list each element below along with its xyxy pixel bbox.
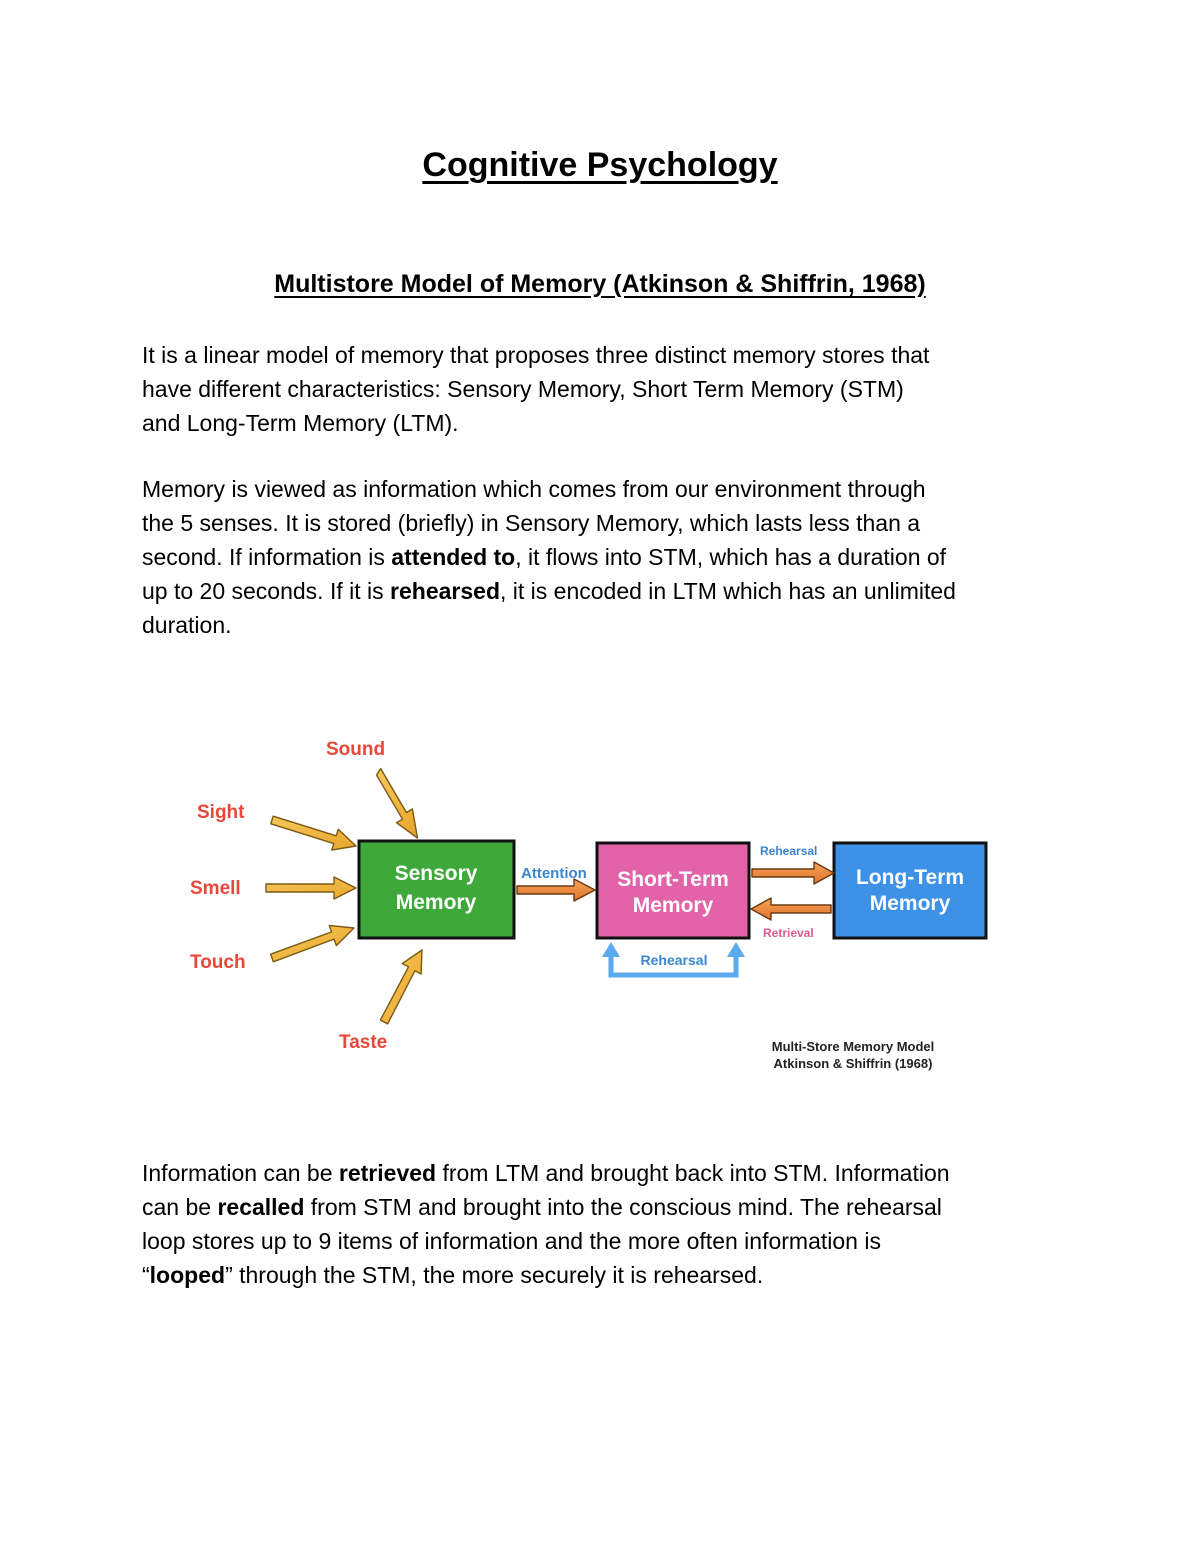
ret-open-quote: “ [142,1262,150,1288]
sound-arrow [377,769,418,839]
ret-text-5: loop stores up to 9 items of information and the more often information is [142,1228,881,1254]
attention-arrow [517,879,595,901]
desc-bold-rehearsed: rehearsed [390,578,500,604]
sense-sight-label: Sight [197,802,245,823]
ret-bold-recalled: recalled [217,1194,305,1220]
rehearsal-loop-head-left [602,942,620,957]
rehearsal-loop-head-right [727,942,745,957]
sense-smell-label: Smell [190,878,241,899]
ret-text-2: from LTM and brought back into STM. Information [436,1160,950,1186]
retrieval-paragraph [142,1156,1052,1292]
sense-sound-label: Sound [326,739,386,760]
ret-bold-looped: looped [149,1262,226,1288]
sensory-box-line-2: Memory [395,891,477,914]
section-heading: Multistore Model of Memory (Atkinson & Shiffrin, 1968) [274,270,926,298]
rehearsal-top-label: Rehearsal [760,844,818,858]
intro-line-1: It is a linear model of memory that proposes three distinct memory stores that [142,342,930,368]
touch-arrow [271,925,354,961]
sensory-memory-box [359,841,514,938]
ltm-box-line-1: Long-Term [855,866,965,889]
ret-text-1: Information can be [142,1160,339,1186]
desc-bold-attended: attended to [391,544,516,570]
diagram-caption-line-1: Multi-Store Memory Model [771,1039,935,1054]
ret-text-7: ” through the STM, the more securely it is rehearsed. [225,1262,764,1288]
sense-touch-label: Touch [190,952,246,973]
intro-line-3: and Long-Term Memory (LTM). [142,410,459,436]
desc-text-7: duration. [142,612,232,638]
diagram-caption-line-2: Atkinson & Shiffrin (1968) [773,1056,933,1071]
ret-text-3: can be [142,1194,218,1220]
ret-text-4: from STM and brought into the conscious mind. The rehearsal [304,1194,942,1220]
stm-box-line-2: Memory [632,894,714,917]
intro-line-2: have different characteristics: Sensory Memory, Short Term Memory (STM) [142,376,904,402]
desc-text-3: second. If information is [142,544,392,570]
retrieval-arrow [751,898,831,920]
sense-taste-label: Taste [339,1032,388,1053]
taste-arrow [380,950,422,1024]
retrieval-label: Retrieval [763,926,814,940]
sight-arrow [271,816,356,850]
desc-text-1: Memory is viewed as information which comes from our environment through [142,476,926,502]
rehearsal-loop-label: Rehearsal [640,952,708,968]
sensory-box-line-1: Sensory [394,862,478,885]
page-title: Cognitive Psychology [422,146,778,184]
desc-text-5: up to 20 seconds. If it is [142,578,391,604]
desc-text-2: the 5 senses. It is stored (briefly) in Sensory Memory, which lasts less than a [142,510,921,536]
rehearsal-to-ltm-arrow [752,862,834,884]
long-term-memory-box [834,843,986,938]
ret-bold-retrieved: retrieved [338,1160,437,1186]
ltm-box-line-2: Memory [869,892,951,915]
attention-label: Attention [521,865,587,882]
stm-box-line-1: Short-Term [617,868,729,891]
desc-text-4: , it flows into STM, which has a duration of [515,544,947,570]
smell-arrow [266,877,356,899]
desc-text-6: , it is encoded in LTM which has an unlimited [500,578,956,604]
